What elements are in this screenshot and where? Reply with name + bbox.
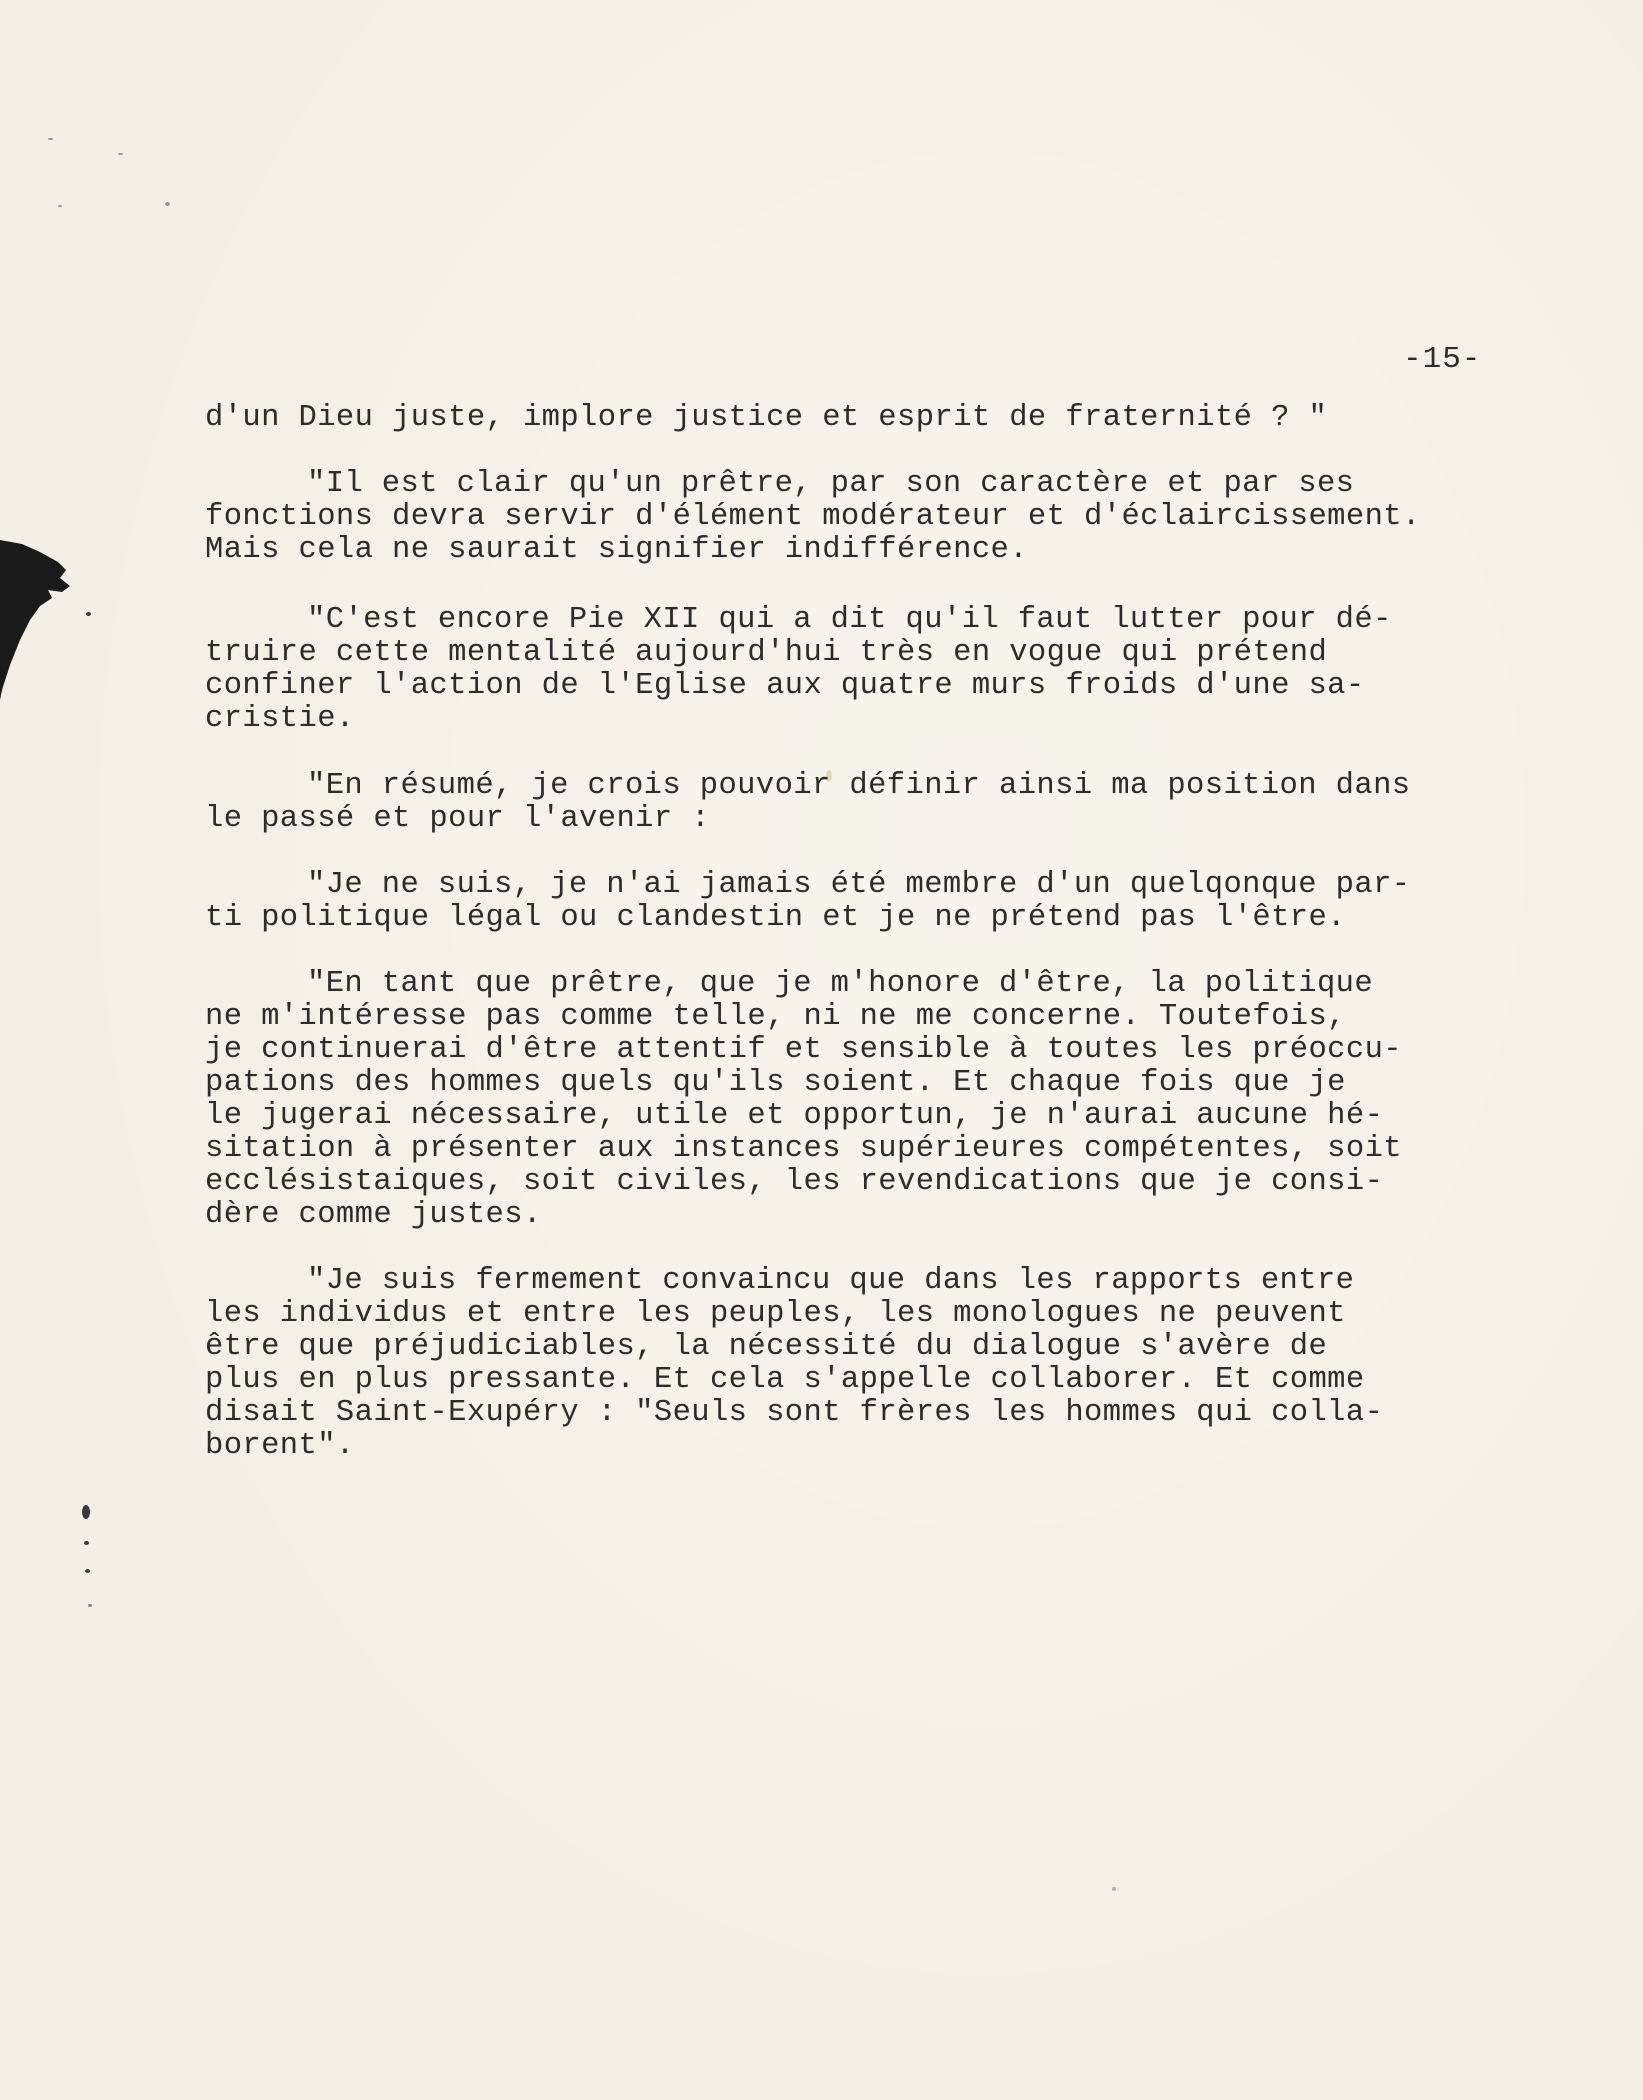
- punch-dot: [88, 1604, 92, 1607]
- speck-mark: [165, 202, 170, 206]
- text-line: je continuerai d'être attentif et sensible à toutes les préoccu-: [205, 1033, 1402, 1067]
- punch-dot: [85, 1569, 90, 1573]
- text-line: le jugerai nécessaire, utile et opportun, je n'aurai aucune hé-: [205, 1099, 1384, 1133]
- paragraph-7: [205, 1265, 1545, 1463]
- speck-mark: [118, 153, 123, 155]
- text-line: confiner l'action de l'Eglise aux quatre murs froids d'une sa-: [205, 669, 1365, 703]
- text-line: "Je suis fermement convaincu que dans les rapports entre: [307, 1264, 1355, 1298]
- text-line: le passé et pour l'avenir :: [205, 802, 710, 836]
- text-line: "Il est clair qu'un prêtre, par son caractère et par ses: [307, 467, 1355, 501]
- paragraph-3: [205, 604, 1545, 736]
- text-line: les individus et entre les peuples, les monologues ne peuvent: [205, 1297, 1346, 1331]
- text-line: d'un Dieu juste, implore justice et esprit de fraternité ? ": [205, 401, 1328, 435]
- text-line: "C'est encore Pie XII qui a dit qu'il faut lutter pour dé-: [307, 603, 1392, 637]
- text-line: pations des hommes quels qu'ils soient. Et chaque fois que je: [205, 1066, 1346, 1100]
- speck-mark: [58, 205, 62, 207]
- text-line: dère comme justes.: [205, 1198, 542, 1232]
- text-line: "En tant que prêtre, que je m'honore d'être, la politique: [307, 967, 1374, 1001]
- text-line: cristie.: [205, 702, 355, 736]
- text-line: borent".: [205, 1429, 355, 1463]
- speck-mark: [1112, 1887, 1116, 1891]
- text-line: truire cette mentalité aujourd'hui très en vogue qui prétend: [205, 636, 1328, 670]
- text-line: sitation à présenter aux instances supérieures compétentes, soit: [205, 1132, 1402, 1166]
- paragraph-6: [205, 968, 1545, 1232]
- page-number: -15-: [1403, 342, 1482, 377]
- speck-mark: [48, 138, 53, 140]
- ink-blot-mark: [0, 540, 75, 710]
- paragraph-2: [205, 468, 1545, 567]
- text-line: ne m'intéresse pas comme telle, ni ne me concerne. Toutefois,: [205, 1000, 1346, 1034]
- text-line: "Je ne suis, je n'ai jamais été membre d'un quelqonque par-: [307, 868, 1411, 902]
- text-line: disait Saint-Exupéry : "Seuls sont frères les hommes qui colla-: [205, 1396, 1384, 1430]
- text-line: fonctions devra servir d'élément modérateur et d'éclaircissement.: [205, 500, 1421, 534]
- paragraph-4: [205, 770, 1545, 836]
- text-line: "En résumé, je crois pouvoir définir ainsi ma position dans: [307, 769, 1411, 803]
- paragraph-5: [205, 869, 1545, 935]
- text-line: plus en plus pressante. Et cela s'appelle collaborer. Et comme: [205, 1363, 1365, 1397]
- text-line: Mais cela ne saurait signifier indifférence.: [205, 533, 1028, 567]
- punch-dot: [86, 612, 91, 616]
- text-line: être que préjudiciables, la nécessité du dialogue s'avère de: [205, 1330, 1328, 1364]
- punch-dot: [82, 1505, 90, 1519]
- text-line: ti politique légal ou clandestin et je ne prétend pas l'être.: [205, 901, 1346, 935]
- text-line: ecclésistaiques, soit civiles, les revendications que je consi-: [205, 1165, 1384, 1199]
- punch-dot: [84, 1541, 89, 1545]
- paragraph-1: [205, 402, 1545, 435]
